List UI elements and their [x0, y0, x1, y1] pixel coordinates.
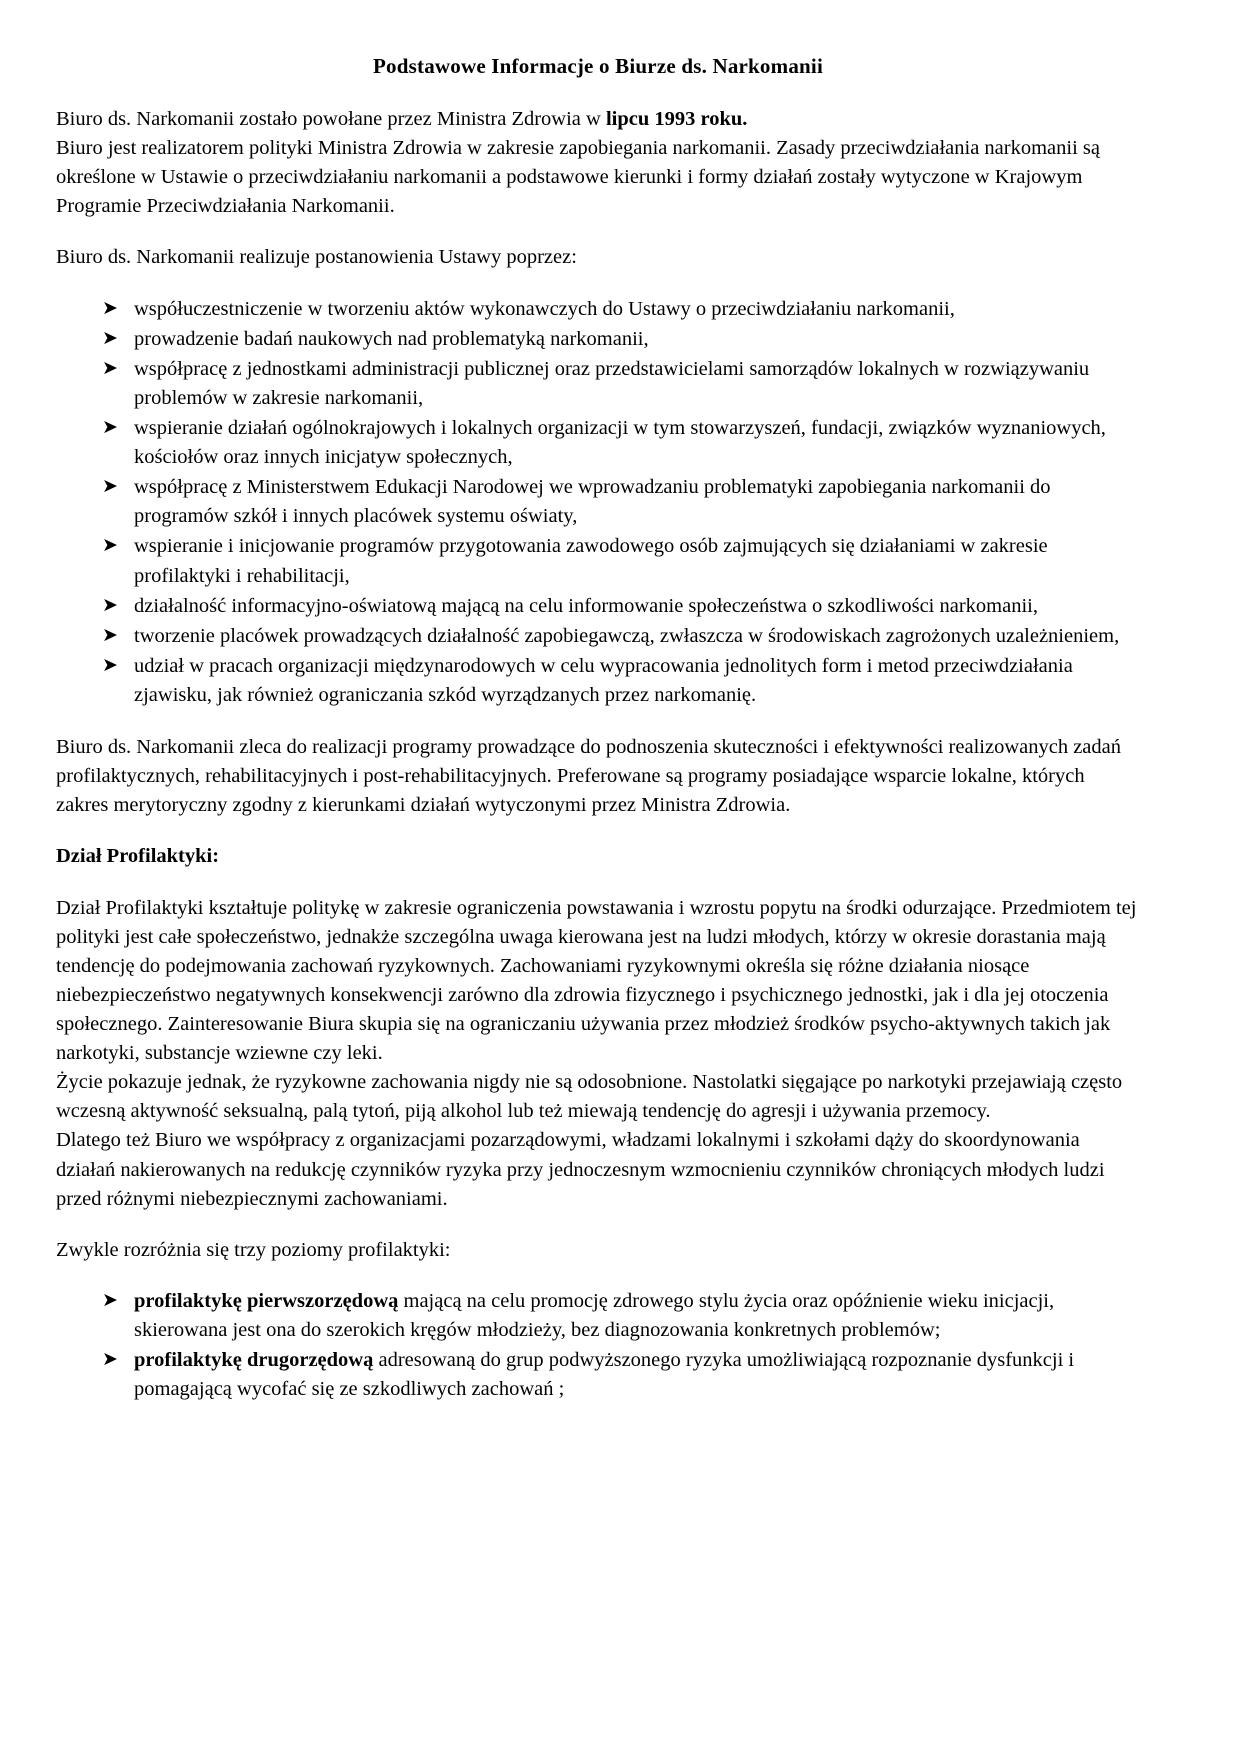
arrow-bullet-icon: ➤ [102, 1288, 118, 1311]
arrow-bullet-icon: ➤ [102, 296, 118, 319]
spacer [56, 221, 1140, 243]
level-description: adresowaną do grup podwyższonego ryzyka umożliwiającą rozpoznanie dysfunkcji i pomagającą wycofać się ze szkodliwych zachowań ; [134, 1349, 1075, 1401]
arrow-bullet-icon: ➤ [102, 326, 118, 349]
spacer [56, 872, 1140, 894]
list-item [56, 473, 1140, 531]
prevention-paragraph-2: Życie pokazuje jednak, że ryzykowne zachowania nigdy nie są odosobnione. Nastolatki sięgające po narkotyki przejawiają często wczesną aktywność seksualną, palą tytoń, piją alkohol lub też miewają tendencję do agresji i używania przemocy. [56, 1071, 1123, 1123]
programs-paragraph: Biuro ds. Narkomanii zleca do realizacji programy prowadzące do podnoszenia skuteczności i efektywności realizowanych zadań profilaktycznych, rehabilitacyjnych i post-rehabilitacyjnych. Preferowane są programy posiadające wsparcie lokalne, których zakres merytoryczny zgodny z kierunkami działań wytyczonymi przez Ministra Zdrowia. [56, 736, 1121, 817]
list-item-label: współpracę z jednostkami administracji publicznej oraz przedstawicielami samorządów lokalnych w rozwiązywaniu problemów w zakresie narkomanii, [134, 357, 1090, 409]
arrow-bullet-icon: ➤ [102, 1348, 118, 1371]
arrow-bullet-icon: ➤ [102, 623, 118, 646]
list-item [56, 355, 1140, 413]
arrow-bullet-icon: ➤ [102, 534, 118, 557]
list-item [56, 532, 1140, 590]
list-item [56, 325, 1140, 354]
section-heading-prevention: Dział Profilaktyki: [56, 845, 220, 868]
prevention-paragraph-3: Dlatego też Biuro we współpracy z organizacjami pozarządowymi, władzami lokalnymi i szkołami dąży do skoordynowania działań nakierowanych na redukcję czynników ryzyka przy jednoczesnym wzmocnieniu czynników chroniących młodych ludzi przed różnymi niebezpiecznymi zachowaniami. [56, 1129, 1105, 1210]
list-item-label: współuczestniczenie w tworzeniu aktów wykonawczych do Ustawy o przeciwdziałaniu narkomanii, [134, 297, 955, 320]
bullets-lead-in: Biuro ds. Narkomanii realizuje postanowienia Ustawy poprzez: [56, 246, 577, 269]
arrow-bullet-icon: ➤ [102, 593, 118, 616]
list-item-label: udział w pracach organizacji międzynarodowych w celu wypracowania jednolitych form i metod przeciwdziałania zjawisku, jak również ograniczania szkód wyrządzanych przez narkomanię. [134, 654, 1073, 706]
spacer [56, 273, 1140, 295]
list-item [56, 295, 1140, 324]
arrow-bullet-icon: ➤ [102, 415, 118, 438]
list-item [56, 652, 1140, 710]
levels-lead-in: Zwykle rozróżnia się trzy poziomy profilaktyki: [56, 1238, 451, 1261]
spacer [56, 1214, 1140, 1236]
list-item-label: prowadzenie badań naukowych nad problematyką narkomanii, [134, 327, 649, 350]
list-item [56, 1287, 1140, 1345]
spacer [56, 711, 1140, 733]
list-item-label: współpracę z Ministerstwem Edukacji Narodowej we wprowadzaniu problematyki zapobiegania narkomanii do programów szkół i innych placówek systemu oświaty, [134, 476, 1051, 528]
list-item-label: wspieranie działań ogólnokrajowych i lokalnych organizacji w tym stowarzyszeń, fundacji, związków wyznaniowych, kościołów oraz innych inicjatyw społecznych, [134, 416, 1106, 469]
intro-first-line-text: Biuro ds. Narkomanii zostało powołane przez Ministra Zdrowia w [56, 108, 606, 130]
list-item-label: tworzenie placówek prowadzących działalność zapobiegawczą, zwłaszcza w środowiskach zagrożonych uzależnieniem, [134, 624, 1120, 647]
level-name: profilaktykę drugorzędową [134, 1349, 374, 1372]
tasks-list [56, 295, 1140, 711]
intro-body: Biuro jest realizatorem polityki Ministra Zdrowia w zakresie zapobiegania narkomanii. Zasady przeciwdziałania narkomanii są określone w Ustawie o przeciwdziałaniu narkomanii a podstawowe kierunki i formy działań zostały wytyczone w Krajowym Programie Przeciwdziałania Narkomanii. [56, 137, 1100, 218]
prevention-paragraph-1: Dział Profilaktyki kształtuje politykę w zakresie ograniczenia powstawania i wzrostu popytu na środki odurzające. Przedmiotem tej polityki jest całe społeczeństwo, jednakże szczególna uwaga kierowana jest na ludzi młodych, którzy w okresie dorastania mają tendencję do podejmowania zachowań ryzykownych. Zachowaniami ryzykownymi określa się różne działania niosące niebezpieczeństwo negatywnych konsekwencji zarówno dla zdrowia fizycznego i psychicznego jednostki, jak i dla jej otoczenia społecznego. Zainteresowanie Biura skupia się na ograniczaniu używania przez młodzież środków psycho-aktywnych takich jak narkotyki, substancje wziewne czy leki. [56, 896, 1137, 1065]
level-description: mającą na celu promocję zdrowego stylu życia oraz opóźnienie wieku inicjacji, skierowana jest ona do szerokich kręgów młodzieży, bez diagnozowania konkretnych problemów; [134, 1289, 1055, 1341]
intro-highlight-date: lipcu 1993 roku. [605, 108, 748, 130]
intro-block [56, 105, 1140, 221]
list-item-label: wspieranie i inicjowanie programów przygotowania zawodowego osób zajmujących się działaniami w zakresie profilaktyki i rehabilitacji, [134, 535, 1048, 587]
list-item-label: działalność informacyjno-oświatową mającą na celu informowanie społeczeństwa o szkodliwości narkomanii, [134, 594, 1038, 617]
page-title: Podstawowe Informacje o Biurze ds. Narkomanii [373, 54, 823, 78]
list-item [56, 592, 1140, 621]
level-name: profilaktykę pierwszorzędową [134, 1289, 399, 1312]
spacer [56, 1265, 1140, 1287]
spacer [56, 820, 1140, 842]
arrow-bullet-icon: ➤ [102, 475, 118, 498]
arrow-bullet-icon: ➤ [102, 653, 118, 676]
list-item [56, 622, 1140, 651]
levels-list [56, 1287, 1140, 1404]
list-item [56, 414, 1140, 472]
intro-first-line [56, 105, 1140, 134]
arrow-bullet-icon: ➤ [102, 356, 118, 379]
list-item [56, 1346, 1140, 1404]
